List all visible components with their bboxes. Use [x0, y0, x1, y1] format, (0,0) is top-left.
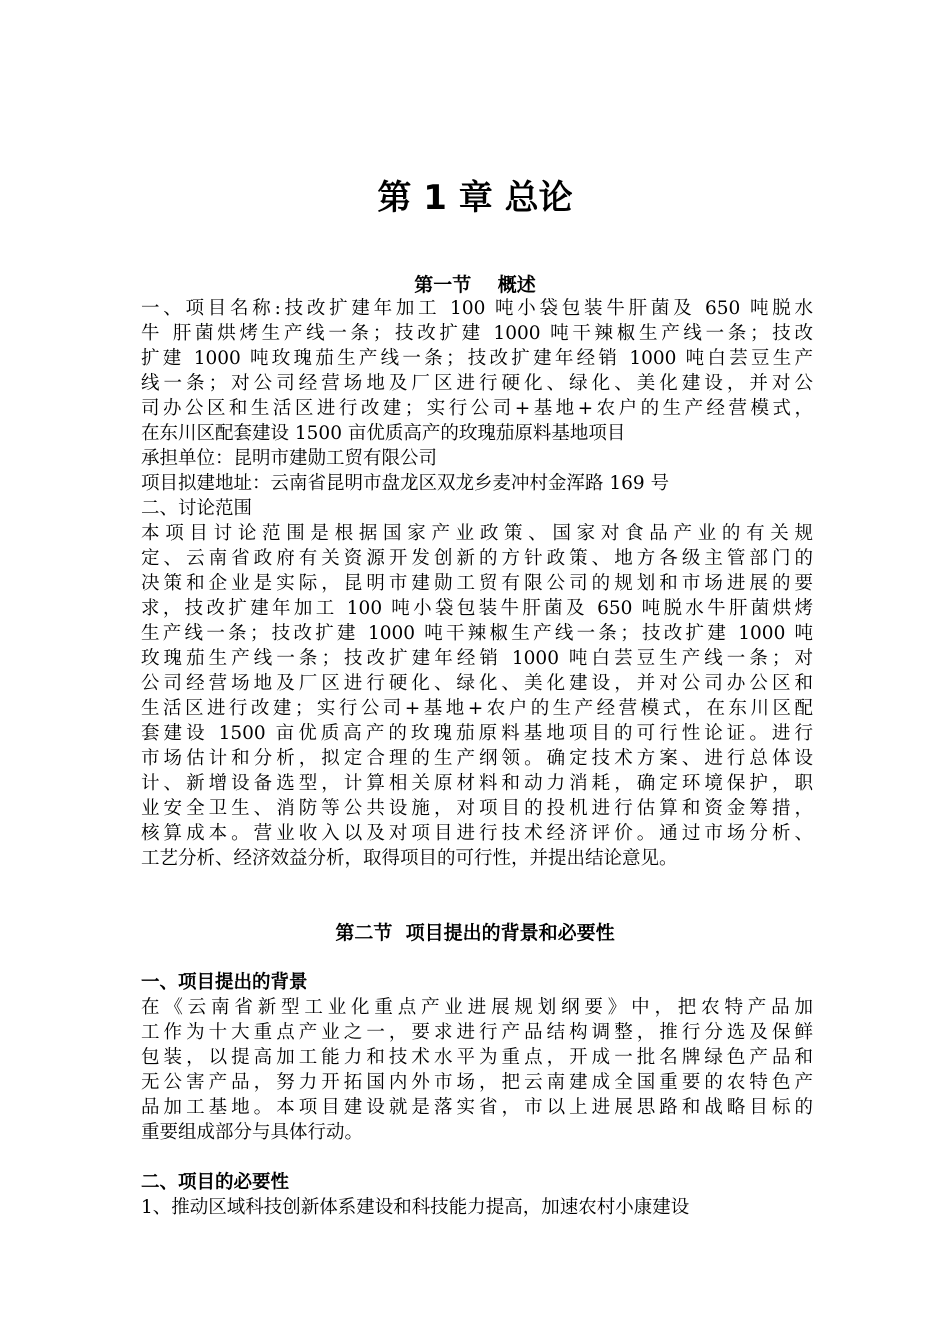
scope-line: 生活区进行改建；实行公司+基地+农户的生产经营模式，在东川区配	[141, 698, 813, 719]
project-name-line: 在东川区配套建设 1500 亩优质高产的玫瑰茄原料基地项目	[141, 423, 626, 444]
background-line: 包装，以提高加工能力和技术水平为重点，开成一批名牌绿色产品和	[141, 1047, 813, 1068]
scope-line: 工艺分析、经济效益分析，取得项目的可行性，并提出结论意见。	[141, 848, 678, 869]
background-line: 品加工基地。本项目建设就是落实省，市以上进展思路和战略目标的	[141, 1097, 813, 1118]
necessity-heading: 二、项目的必要性	[141, 1172, 290, 1193]
background-line: 无公害产品，努力开拓国内外市场，把云南建成全国重要的农特色产	[141, 1072, 813, 1093]
scope-line: 核算成本。营业收入以及对项目进行技术经济评价。通过市场分析、	[141, 823, 813, 844]
project-name-line: 司办公区和生活区进行改建；实行公司+基地+农户的生产经营模式，	[141, 398, 813, 419]
project-name-line: 扩建 1000 吨玫瑰茄生产线一条；技改扩建年经销 1000 吨白芸豆生产	[141, 348, 813, 369]
chapter-title: 第 1 章 总论	[377, 178, 573, 218]
necessity-line: 1、推动区域科技创新体系建设和科技能力提高，加速农村小康建设	[141, 1197, 690, 1218]
scope-line: 套建设 1500 亩优质高产的玫瑰茄原料基地项目的可行性论证。进行	[141, 723, 813, 744]
project-name-line: 牛 肝菌烘烤生产线一条；技改扩建 1000 吨干辣椒生产线一条；技改	[141, 323, 813, 344]
section-title-background: 第二节 项目提出的背景和必要性	[335, 922, 615, 944]
background-line: 工作为十大重点产业之一，要求进行产品结构调整，推行分选及保鲜	[141, 1022, 813, 1043]
undertaker-line: 承担单位：昆明市建勋工贸有限公司	[141, 448, 438, 469]
scope-line: 业安全卫生、消防等公共设施，对项目的投机进行估算和资金筹措，	[141, 798, 813, 819]
background-heading: 一、项目提出的背景	[141, 972, 308, 993]
background-line: 在《云南省新型工业化重点产业进展规划纲要》中，把农特产品加	[141, 997, 813, 1018]
scope-line: 玫瑰茄生产线一条；技改扩建年经销 1000 吨白芸豆生产线一条；对	[141, 648, 813, 669]
address-line: 项目拟建地址：云南省昆明市盘龙区双龙乡麦冲村金浑路 169 号	[141, 473, 670, 494]
scope-line: 公司经营场地及厂区进行硬化、绿化、美化建设，并对公司办公区和	[141, 673, 813, 694]
scope-line: 生产线一条；技改扩建 1000 吨干辣椒生产线一条；技改扩建 1000 吨	[141, 623, 813, 644]
background-line: 重要组成部分与具体行动。	[141, 1122, 364, 1143]
scope-line: 计、新增设备选型，计算相关原材料和动力消耗，确定环境保护，职	[141, 773, 813, 794]
scope-line: 求，技改扩建年加工 100 吨小袋包装牛肝菌及 650 吨脱水牛肝菌烘烤	[141, 598, 813, 619]
section-title-overview: 第一节 概述	[414, 274, 536, 296]
scope-heading: 二、讨论范围	[141, 498, 253, 519]
project-name-line: 线一条；对公司经营场地及厂区进行硬化、绿化、美化建设，并对公	[141, 373, 813, 394]
scope-line: 本项目讨论范围是根据国家产业政策、国家对食品产业的有关规	[141, 523, 813, 544]
scope-line: 市场估计和分析，拟定合理的生产纲领。确定技术方案、进行总体设	[141, 748, 813, 769]
project-name-line: 一、项目名称:技改扩建年加工 100 吨小袋包装牛肝菌及 650 吨脱水	[141, 298, 813, 319]
scope-line: 定、云南省政府有关资源开发创新的方针政策、地方各级主管部门的	[141, 548, 813, 569]
scope-line: 决策和企业是实际，昆明市建勋工贸有限公司的规划和市场进展的要	[141, 573, 813, 594]
